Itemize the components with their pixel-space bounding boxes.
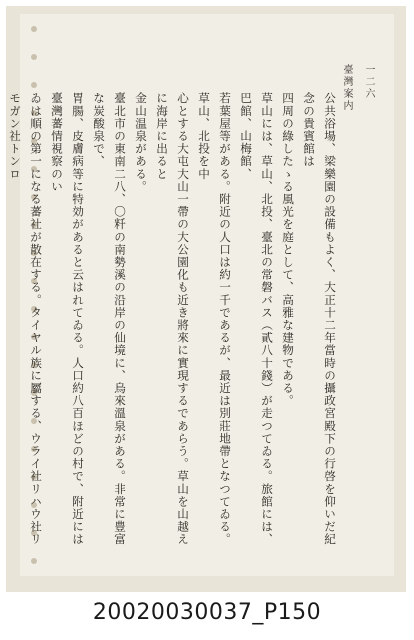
page-number: 一二六 xyxy=(363,64,374,100)
text-line xyxy=(0,92,4,552)
text-line: 心とする大屯大山一帶の大公園化も近き將來に實現するであらう。草山を山越えに海岸に出ると xyxy=(155,92,190,546)
text-line: 公共浴場、梁樂園の設備もよく、大正十二年當時の攝政宮殿下の行啓を仰いだ紀念の貴賓館は xyxy=(302,92,337,546)
binding-hole xyxy=(31,82,37,88)
running-title: 臺灣案内 xyxy=(341,64,352,112)
body-text xyxy=(8,92,340,552)
text-line: 胃腸、皮膚病等に特効があると云はれてゐる。人口約八百ほどの村で、附近には臺灣蕃情視察のい xyxy=(50,92,85,546)
text-line: 四周の綠したゝる風光を庭として、高雅な建物である。 xyxy=(281,92,295,407)
binding-hole xyxy=(31,26,37,32)
scan-page xyxy=(6,6,406,592)
text-line: 草山には、草山、北投、臺北の常磐バス（貳八十錢）が走つてゐる。旅館には、巴館、山梅館、 xyxy=(239,92,274,546)
text-line: 若葉屋等がある。附近の人口は約一千であるが、最近は別莊地帶となつてゐる。草山、北投を中 xyxy=(197,92,232,546)
text-line: 臺北市の東南二八、〇粁の南勢溪の沿岸の仙境に、烏來溫泉がある。非常に豊富な炭酸泉で、 xyxy=(92,92,127,546)
binding-hole xyxy=(31,558,37,564)
text-line: ゐは順の第一になる蕃社が散在する。タイヤル族に屬する、ウライ社リハウ社リモガン社トンロ xyxy=(8,92,43,546)
image-id-label: 20020030037_P150 xyxy=(92,600,322,625)
text-line: 金山温泉がある。 xyxy=(134,92,148,193)
binding-hole xyxy=(31,54,37,60)
